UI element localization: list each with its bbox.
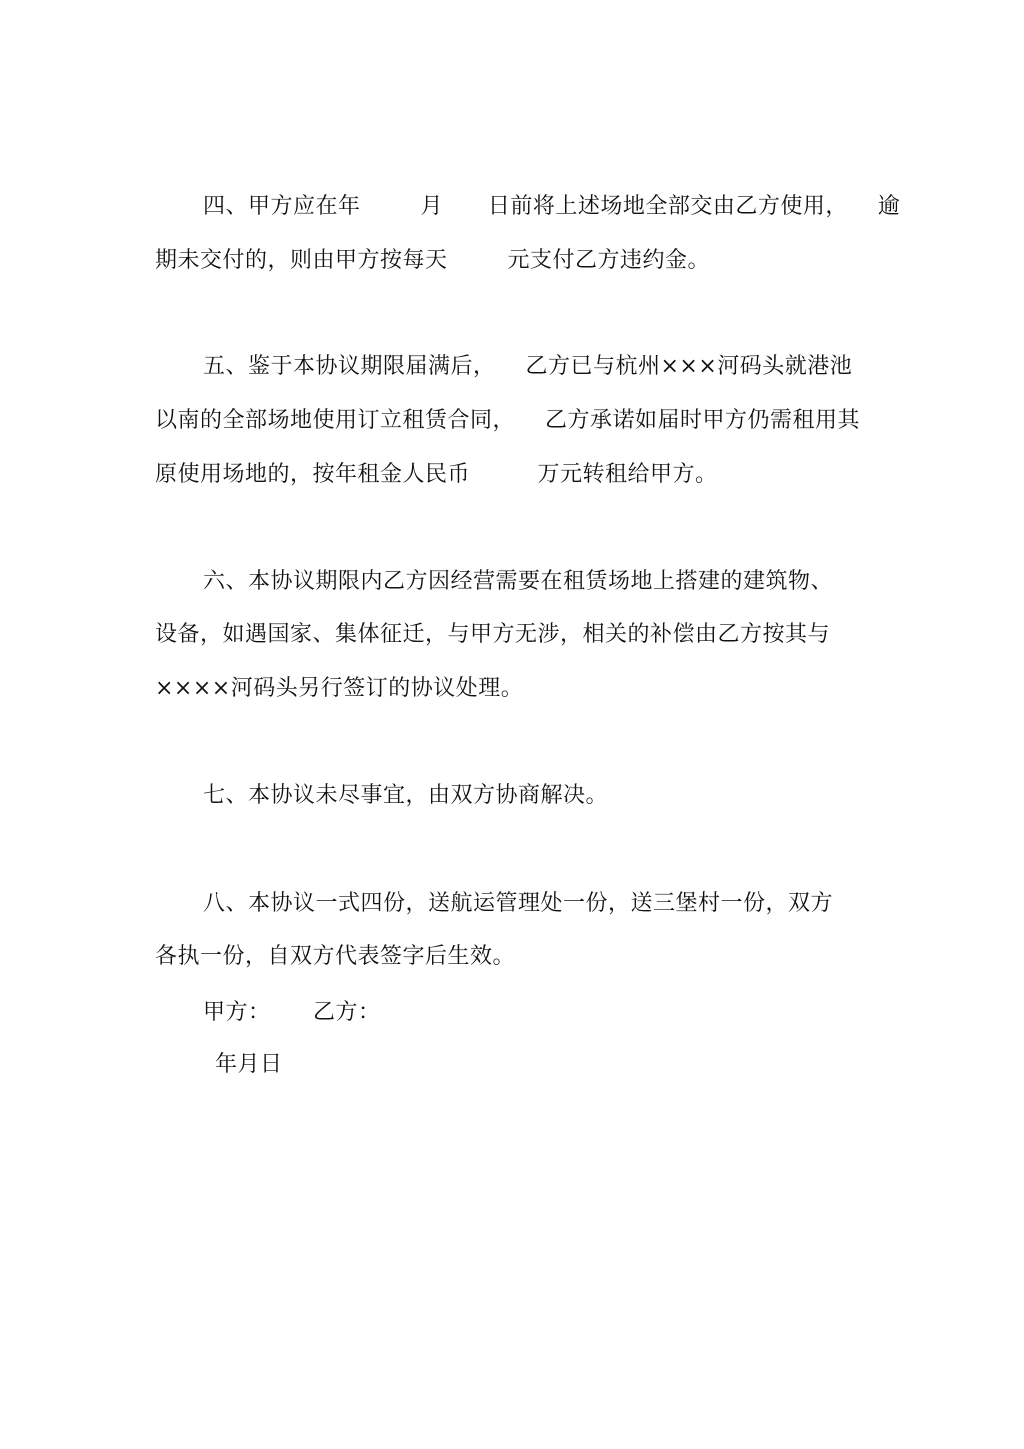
clause-8-line-1: 八、本协议一式四份，送航运管理处一份，送三堡村一份，双方 bbox=[203, 891, 834, 916]
clause-7-line-1: 七、本协议未尽事宜，由双方协商解决。 bbox=[203, 783, 609, 808]
signature-party-b: 乙方： bbox=[313, 1000, 381, 1025]
clause-5-line-1: 五、鉴于本协议期限届满后， 乙方已与杭州×××河码头就港池 bbox=[203, 354, 853, 379]
clause-6-line-3: ××××河码头另行签订的协议处理。 bbox=[155, 676, 524, 701]
clause-5-line-3: 原使用场地的，按年租金人民币 万元转租给甲方。 bbox=[155, 462, 718, 487]
clause-8-line-2: 各执一份，自双方代表签字后生效。 bbox=[155, 944, 516, 969]
signature-date: 年月日 bbox=[215, 1052, 283, 1077]
clause-6-line-2: 设备，如遇国家、集体征迁，与甲方无涉，相关的补偿由乙方按其与 bbox=[155, 622, 831, 647]
signature-party-a: 甲方： bbox=[203, 1000, 271, 1025]
clause-4-line-1: 四、甲方应在年 月 日前将上述场地全部交由乙方使用， 逾 bbox=[203, 194, 901, 219]
clause-5-line-2: 以南的全部场地使用订立租赁合同， 乙方承诺如届时甲方仍需租用其 bbox=[155, 408, 860, 433]
clause-6-line-1: 六、本协议期限内乙方因经营需要在租赁场地上搭建的建筑物、 bbox=[203, 569, 834, 594]
clause-4-line-2: 期未交付的，则由甲方按每天 元支付乙方违约金。 bbox=[155, 248, 710, 273]
